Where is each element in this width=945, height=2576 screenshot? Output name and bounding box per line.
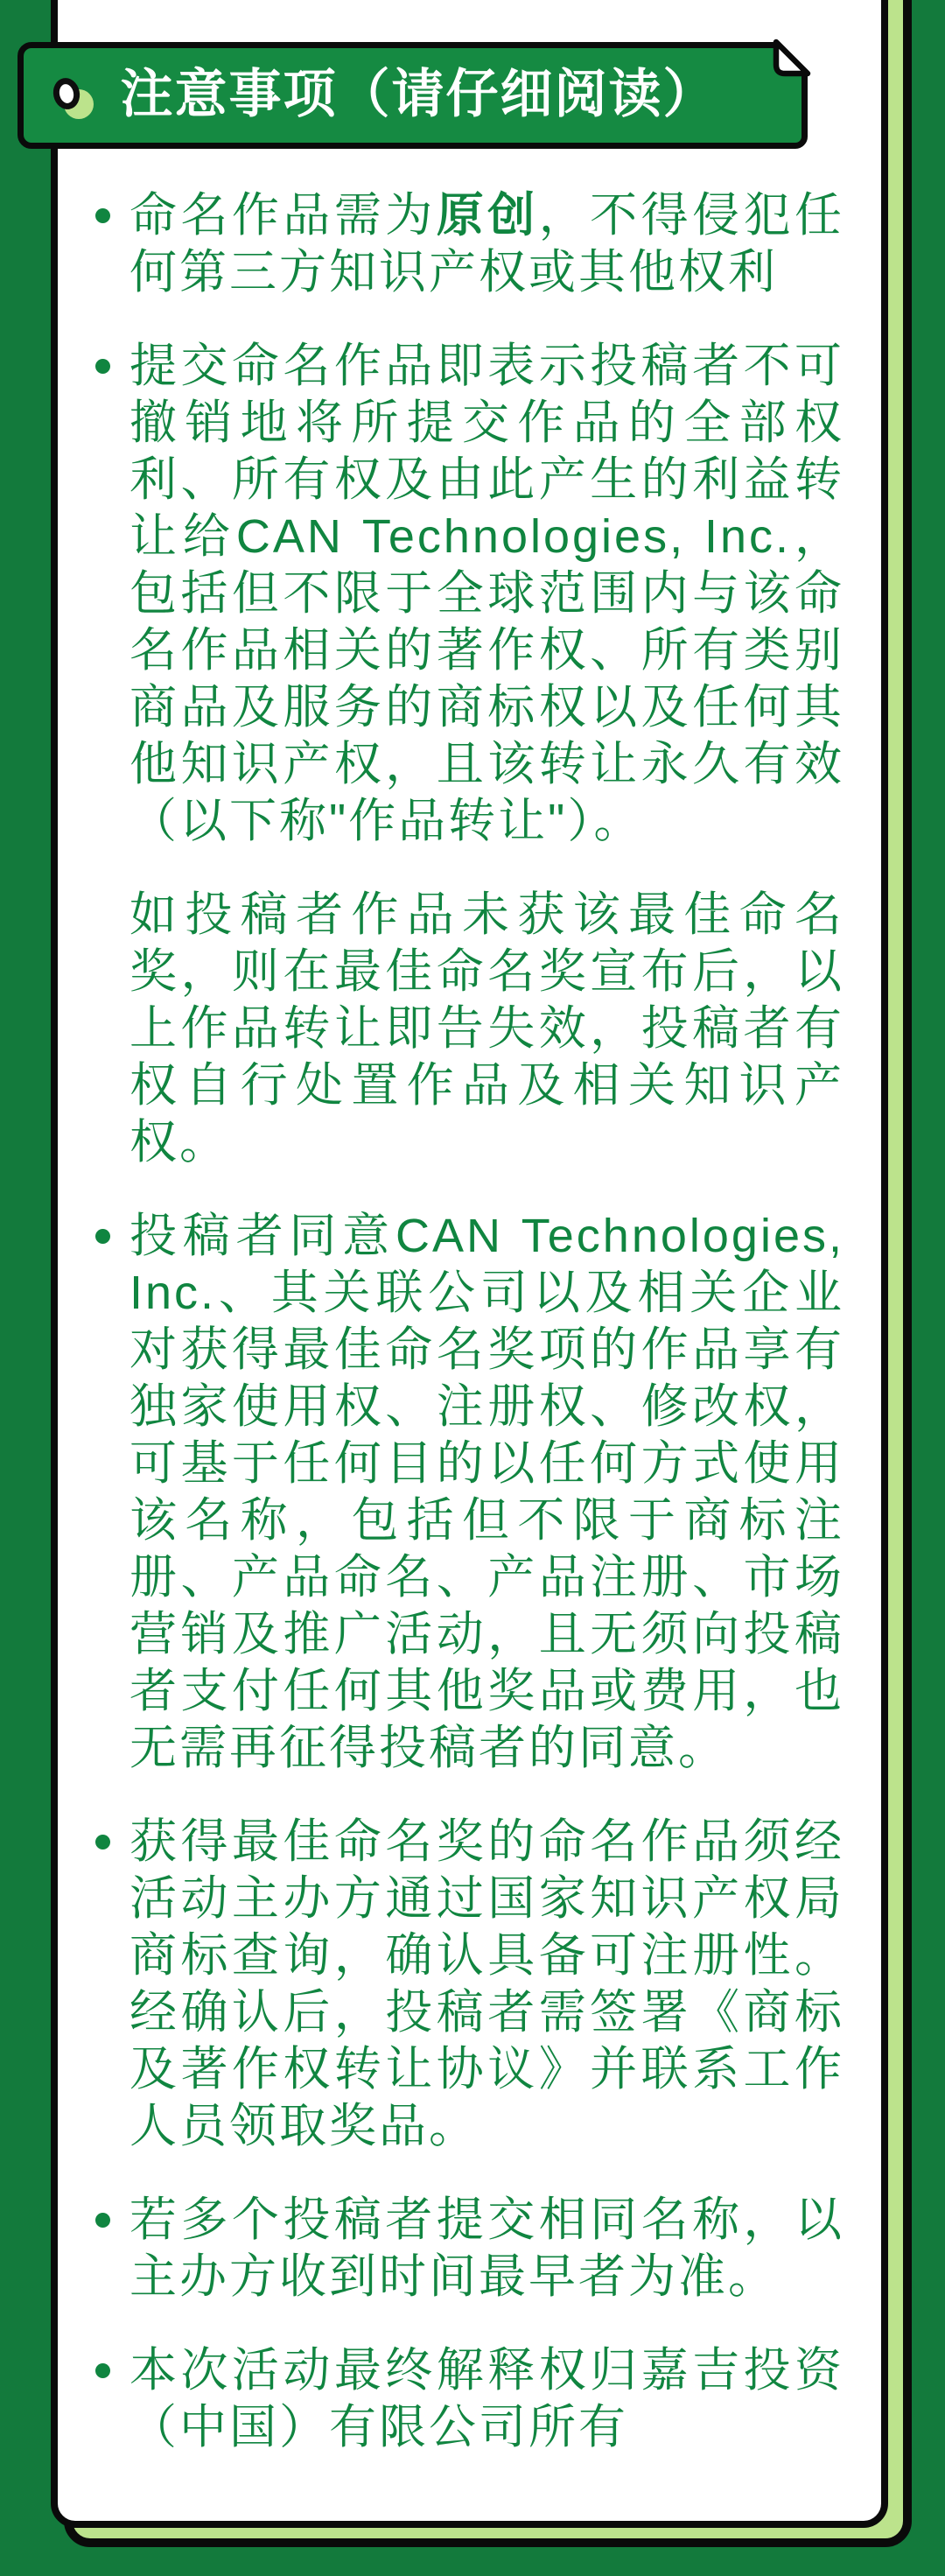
grommet-icon [53, 78, 115, 139]
note-text: 获得最佳命名奖的命名作品须经活动主办方通过国家知识产权局商标查询，确认具备可注册性。经确认后，投稿者需签署《商标及著作权转让协议》并联系工作人员领取奖品。 [130, 1815, 844, 2152]
bullet-dot-icon [95, 1835, 110, 1850]
notice-header-banner [18, 42, 808, 149]
note-item [130, 1208, 844, 1777]
note-item [130, 2192, 844, 2306]
folded-corner-icon [755, 36, 816, 97]
note-text: 投稿者同意CAN Technologies, Inc.、其关联公司以及相关企业对获得最佳命名奖项的作品享有独家使用权、注册权、修改权，可基于任何目的以任何方式使用该名称，包括但不限于商标注册、产品命名、产品注册、市场营销及推广活动，且无须向投稿者支付任何其他奖品或费用，也无需再征得投稿者的同意。 [130, 1210, 844, 1774]
note-item [130, 887, 844, 1171]
bullet-dot-icon [95, 2363, 110, 2378]
note-text: 本次活动最终解释权归嘉吉投资（中国）有限公司所有 [130, 2344, 844, 2453]
bullet-dot-icon [95, 2213, 110, 2228]
note-text: 如投稿者作品未获该最佳命名奖，则在最佳命名奖宣布后，以上作品转让即告失效，投稿者有权自行处置作品及相关知识产权。 [130, 888, 844, 1169]
notes-list [130, 187, 844, 2456]
note-text: 若多个投稿者提交相同名称，以主办方收到时间最早者为准。 [130, 2193, 844, 2303]
notice-card [51, 0, 888, 2528]
banner-title: 注意事项（请仔细阅读） [120, 65, 718, 123]
note-text: 命名作品需为原创，不得侵犯任何第三方知识产权或其他权利 [130, 189, 845, 298]
bullet-dot-icon [95, 1229, 110, 1244]
note-text: 提交命名作品即表示投稿者不可撤销地将所提交作品的全部权利、所有权及由此产生的利益转让给CAN Technologies, Inc.，包括但不限于全球范围内与该命名作品相关的著作权、所有类别商品及服务的商标权以及任何其他知识产权，且该转让永久有效（以下称"作品转让"）。 [130, 340, 844, 847]
bullet-dot-icon [95, 208, 110, 223]
bullet-dot-icon [95, 359, 110, 374]
note-item [130, 2342, 844, 2456]
note-item [130, 1814, 844, 2155]
note-item [130, 187, 844, 301]
note-item [130, 338, 844, 850]
